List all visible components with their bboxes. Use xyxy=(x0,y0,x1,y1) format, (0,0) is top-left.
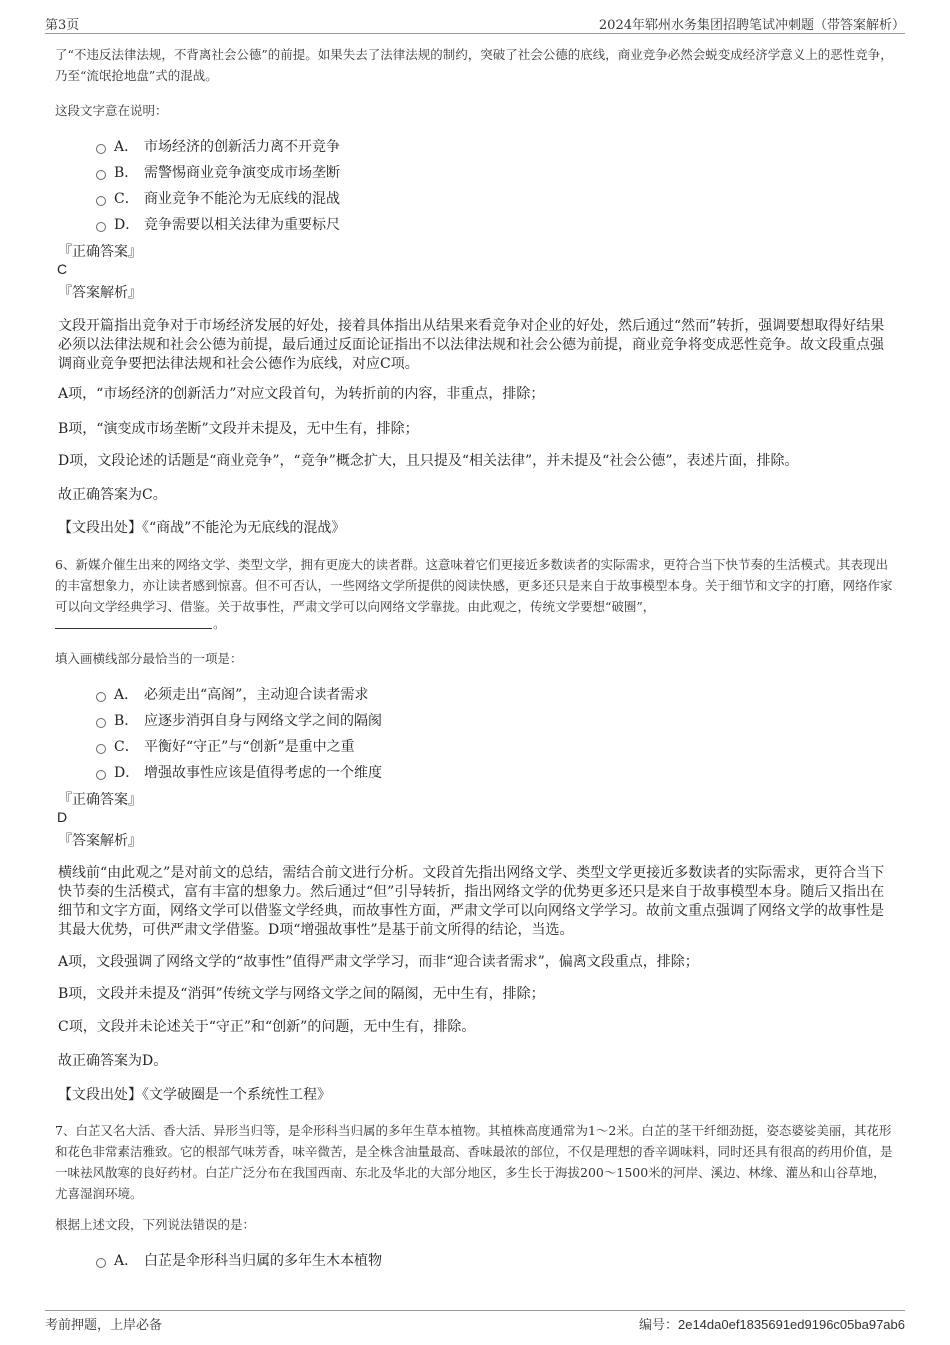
q5-option-b[interactable]: B． 需警惕商业竞争演变成市场垄断 xyxy=(96,162,340,182)
q5-option-c[interactable]: C． 商业竞争不能沦为无底线的混战 xyxy=(96,188,340,208)
q6-stem: 6、新媒介催生出来的网络文学、类型文学，拥有更庞大的读者群。这意味着它们更接近多数读者的实际需求，更符合当下快节奏的生活模式。其表现出的丰富想象力，亦让读者感到惊喜。但不可否认，一些网络文学所提供的阅读快感，更多还只是来自于故事模型本身。关于细节和文字的打磨，网络作家可以向文学经典学习、借鉴。关于故事性，严肃文学可以向网络文学靠拢。由此观之，传统文学要想“破圈”， xyxy=(55,557,893,614)
q5-option-a[interactable]: A． 市场经济的创新活力离不开竞争 xyxy=(96,136,340,156)
header-divider xyxy=(45,33,905,34)
radio-icon[interactable] xyxy=(96,692,106,702)
q6-note-b: B项，文段并未提及“消弭”传统文学与网络文学之间的隔阂，无中生有，排除； xyxy=(58,986,545,1002)
radio-icon[interactable] xyxy=(96,170,106,180)
radio-icon[interactable] xyxy=(96,718,106,728)
q6-option-c[interactable]: C． 平衡好“守正”与“创新”是重中之重 xyxy=(96,736,355,756)
q5-note-a: A项，“市场经济的创新活力”对应文段首句，为转折前的内容，非重点，排除； xyxy=(58,386,545,402)
q5-source: 【文段出处】《“商战”不能沦为无底线的混战》 xyxy=(58,520,346,536)
q6-conclusion: 故正确答案为D。 xyxy=(58,1053,168,1069)
q6-prompt: 填入画横线部分最恰当的一项是： xyxy=(55,651,243,666)
q6-source: 【文段出处】《文学破圈是一个系统性工程》 xyxy=(58,1087,331,1103)
q5-answer-label: 『正确答案』 xyxy=(58,244,142,260)
q6-option-a[interactable]: A． 必须走出“高阁”，主动迎合读者需求 xyxy=(96,684,368,704)
q6-note-c: C项，文段并未论述关于“守正”和“创新”的问题，无中生有，排除。 xyxy=(58,1019,476,1035)
q5-analysis-label: 『答案解析』 xyxy=(58,285,142,301)
q7-stem: 7、白芷又名大活、香大活、异形当归等，是伞形科当归属的多年生草本植物。其植株高度通常为1～2米。白芷的茎干纤细劲挺，姿态婆娑美丽，其花形和花色非常素洁雅致。它的根部气味芳香，味辛微苦，是全株含油量最高、香味最浓的部位，不仅是理想的香辛调味料，同时还具有很高的药用价值，是一味祛风散寒的良好药材。白芷广泛分布在我国西南、东北及华北的大部分地区，多生长于海拔200～1500米的河岸、溪边、林缘、灌丛和山谷草地，尤喜湿润环境。 xyxy=(55,1123,893,1201)
q5-analysis: 文段开篇指出竞争对于市场经济发展的好处，接着具体指出从结果来看竞争对企业的好处，然后通过“然而”转折，强调要想取得好结果必须以法律法规和社会公德为前提，最后通过反面论证指出不以法律法规和社会公德为前提，商业竞争将变成恶性竞争。故文段重点强调商业竞争要把法律法规和社会公德作为底线，对应C项。 xyxy=(58,318,885,372)
q5-answer: C xyxy=(57,261,68,277)
radio-icon[interactable] xyxy=(96,770,106,780)
q6-option-d[interactable]: D． 增强故事性应该是值得考虑的一个维度 xyxy=(96,762,382,782)
document-code: 2e14da0ef1835691ed9196c05ba97ab6 xyxy=(677,1317,905,1332)
footer-slogan: 考前押题，上岸必备 xyxy=(45,1318,163,1333)
q5-intro: 了“不违反法律法规，不背离社会公德”的前提。如果失去了法律法规的制约，突破了社会公德的底线，商业竞争必然会蜕变成经济学意义上的恶性竞争，乃至“流氓抢地盘”式的混战。 xyxy=(55,47,893,83)
q5-note-b: B项，“演变成市场垄断”文段并未提及，无中生有，排除； xyxy=(58,421,419,437)
q7-option-a[interactable]: A． 白芷是伞形科当归属的多年生木本植物 xyxy=(96,1250,382,1270)
q5-note-d: D项，文段论述的话题是“商业竞争”，“竞争”概念扩大，且只提及“相关法律”，并未提及“社会公德”，表述片面，排除。 xyxy=(58,453,799,469)
footer-code xyxy=(639,1314,905,1333)
q6-analysis: 横线前“由此观之”是对前文的总结，需结合前文进行分析。文段首先指出网络文学、类型文学更接近多数读者的实际需求，更符合当下快节奏的生活模式，富有丰富的想象力。然后通过“但”引导转折，指出网络文学的优势更多还只是来自于故事模型本身。随后又指出在细节和文字方面，网络文学可以借鉴文学经典，而故事性方面，严肃文学可以向网络文学学习。故前文重点强调了网络文学的故事性是其最大优势，可供严肃文学借鉴。D项“增强故事性”是基于前文所得的结论，当选。 xyxy=(58,865,885,938)
q6-answer-label: 『正确答案』 xyxy=(58,792,142,808)
q6-note-a: A项，文段强调了网络文学的“故事性”值得严肃文学学习，而非“迎合读者需求”，偏离文段重点，排除； xyxy=(58,954,699,970)
q5-prompt: 这段文字意在说明： xyxy=(55,103,168,118)
q6-analysis-label: 『答案解析』 xyxy=(58,833,142,849)
q5-conclusion: 故正确答案为C。 xyxy=(58,487,167,503)
fill-in-blank-line xyxy=(55,628,212,629)
q6-option-b[interactable]: B． 应逐步消弭自身与网络文学之间的隔阂 xyxy=(96,710,382,730)
q5-option-d[interactable]: D． 竞争需要以相关法律为重要标尺 xyxy=(96,214,340,234)
radio-icon[interactable] xyxy=(96,744,106,754)
radio-icon[interactable] xyxy=(96,144,106,154)
q6-answer: D xyxy=(57,809,68,825)
radio-icon[interactable] xyxy=(96,222,106,232)
blank-end-mark: 。 xyxy=(213,616,226,631)
code-label: 编号： xyxy=(638,1318,678,1333)
document-title: 2024年郓州水务集团招聘笔试冲刺题（带答案解析） xyxy=(598,18,905,33)
radio-icon[interactable] xyxy=(96,1258,106,1268)
footer-divider xyxy=(45,1310,905,1311)
page-number: 第3页 xyxy=(45,18,80,33)
radio-icon[interactable] xyxy=(96,196,106,206)
q7-prompt: 根据上述文段，下列说法错误的是： xyxy=(55,1217,256,1232)
